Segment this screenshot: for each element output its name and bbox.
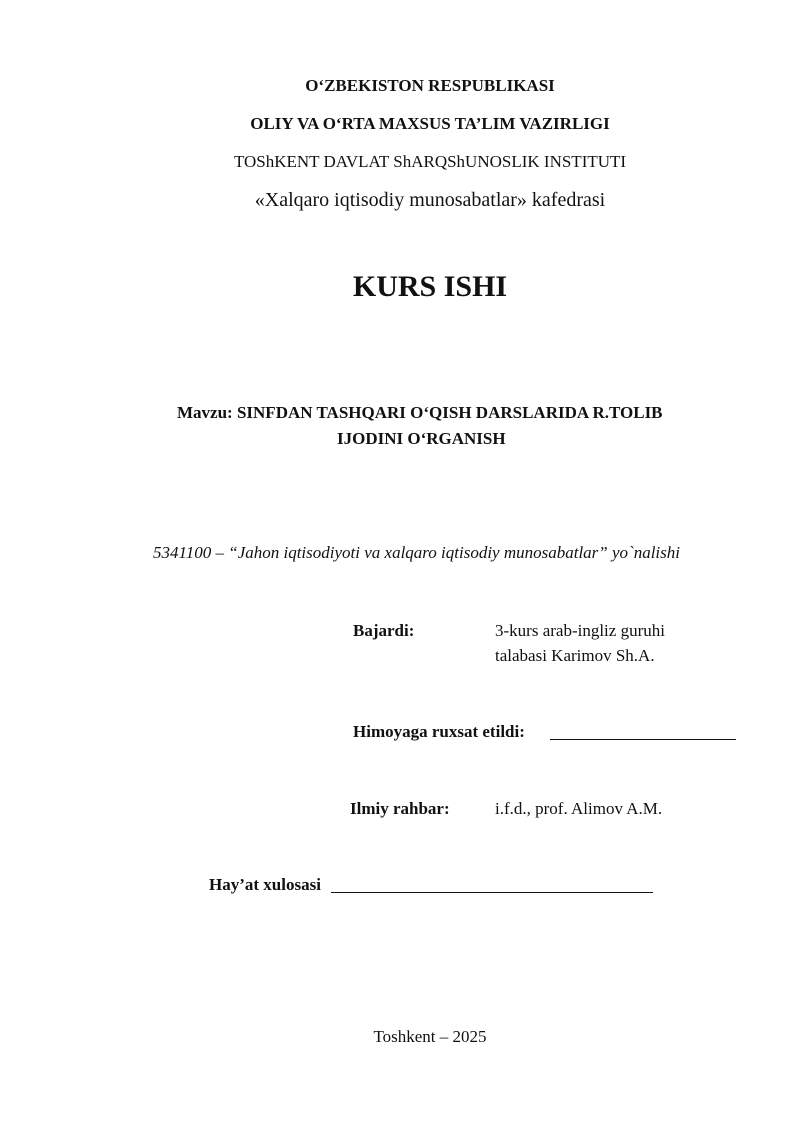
- supervisor-label: Ilmiy rahbar:: [350, 799, 450, 818]
- performed-value-line-2: talabasi Karimov Sh.A.: [495, 646, 655, 665]
- republic-heading: O‘ZBEKISTON RESPUBLIKASI: [305, 76, 555, 95]
- footer-city-year: Toshkent – 2025: [373, 1027, 487, 1046]
- performed-label: Bajardi:: [353, 621, 415, 640]
- defense-signature-line: [550, 739, 736, 740]
- institute-heading: TOShKENT DAVLAT ShARQShUNOSLIK INSTITUTI: [233, 152, 627, 171]
- performed-value-line-1: 3-kurs arab-ingliz guruhi: [495, 621, 665, 640]
- department-heading: «Xalqaro iqtisodiy munosabatlar» kafedrasi: [254, 189, 606, 211]
- commission-signature-line: [331, 892, 653, 893]
- commission-label: Hay’at xulosasi: [209, 875, 321, 894]
- supervisor-value: i.f.d., prof. Alimov A.M.: [495, 799, 663, 818]
- topic-line-2: IJODINI O‘RGANISH: [337, 429, 506, 448]
- document-title: KURS ISHI: [352, 270, 508, 303]
- ministry-heading: OLIY VA O‘RTA MAXSUS TA’LIM VAZIRLIGI: [250, 114, 610, 133]
- topic-line-1: Mavzu: SINFDAN TASHQARI O‘QISH DARSLARIDA R.TOLIB: [177, 403, 663, 422]
- specialty-line: 5341100 – “Jahon iqtisodiyoti va xalqaro iqtisodiy munosabatlar” yo`nalishi: [153, 543, 680, 562]
- defense-label: Himoyaga ruxsat etildi:: [353, 722, 525, 741]
